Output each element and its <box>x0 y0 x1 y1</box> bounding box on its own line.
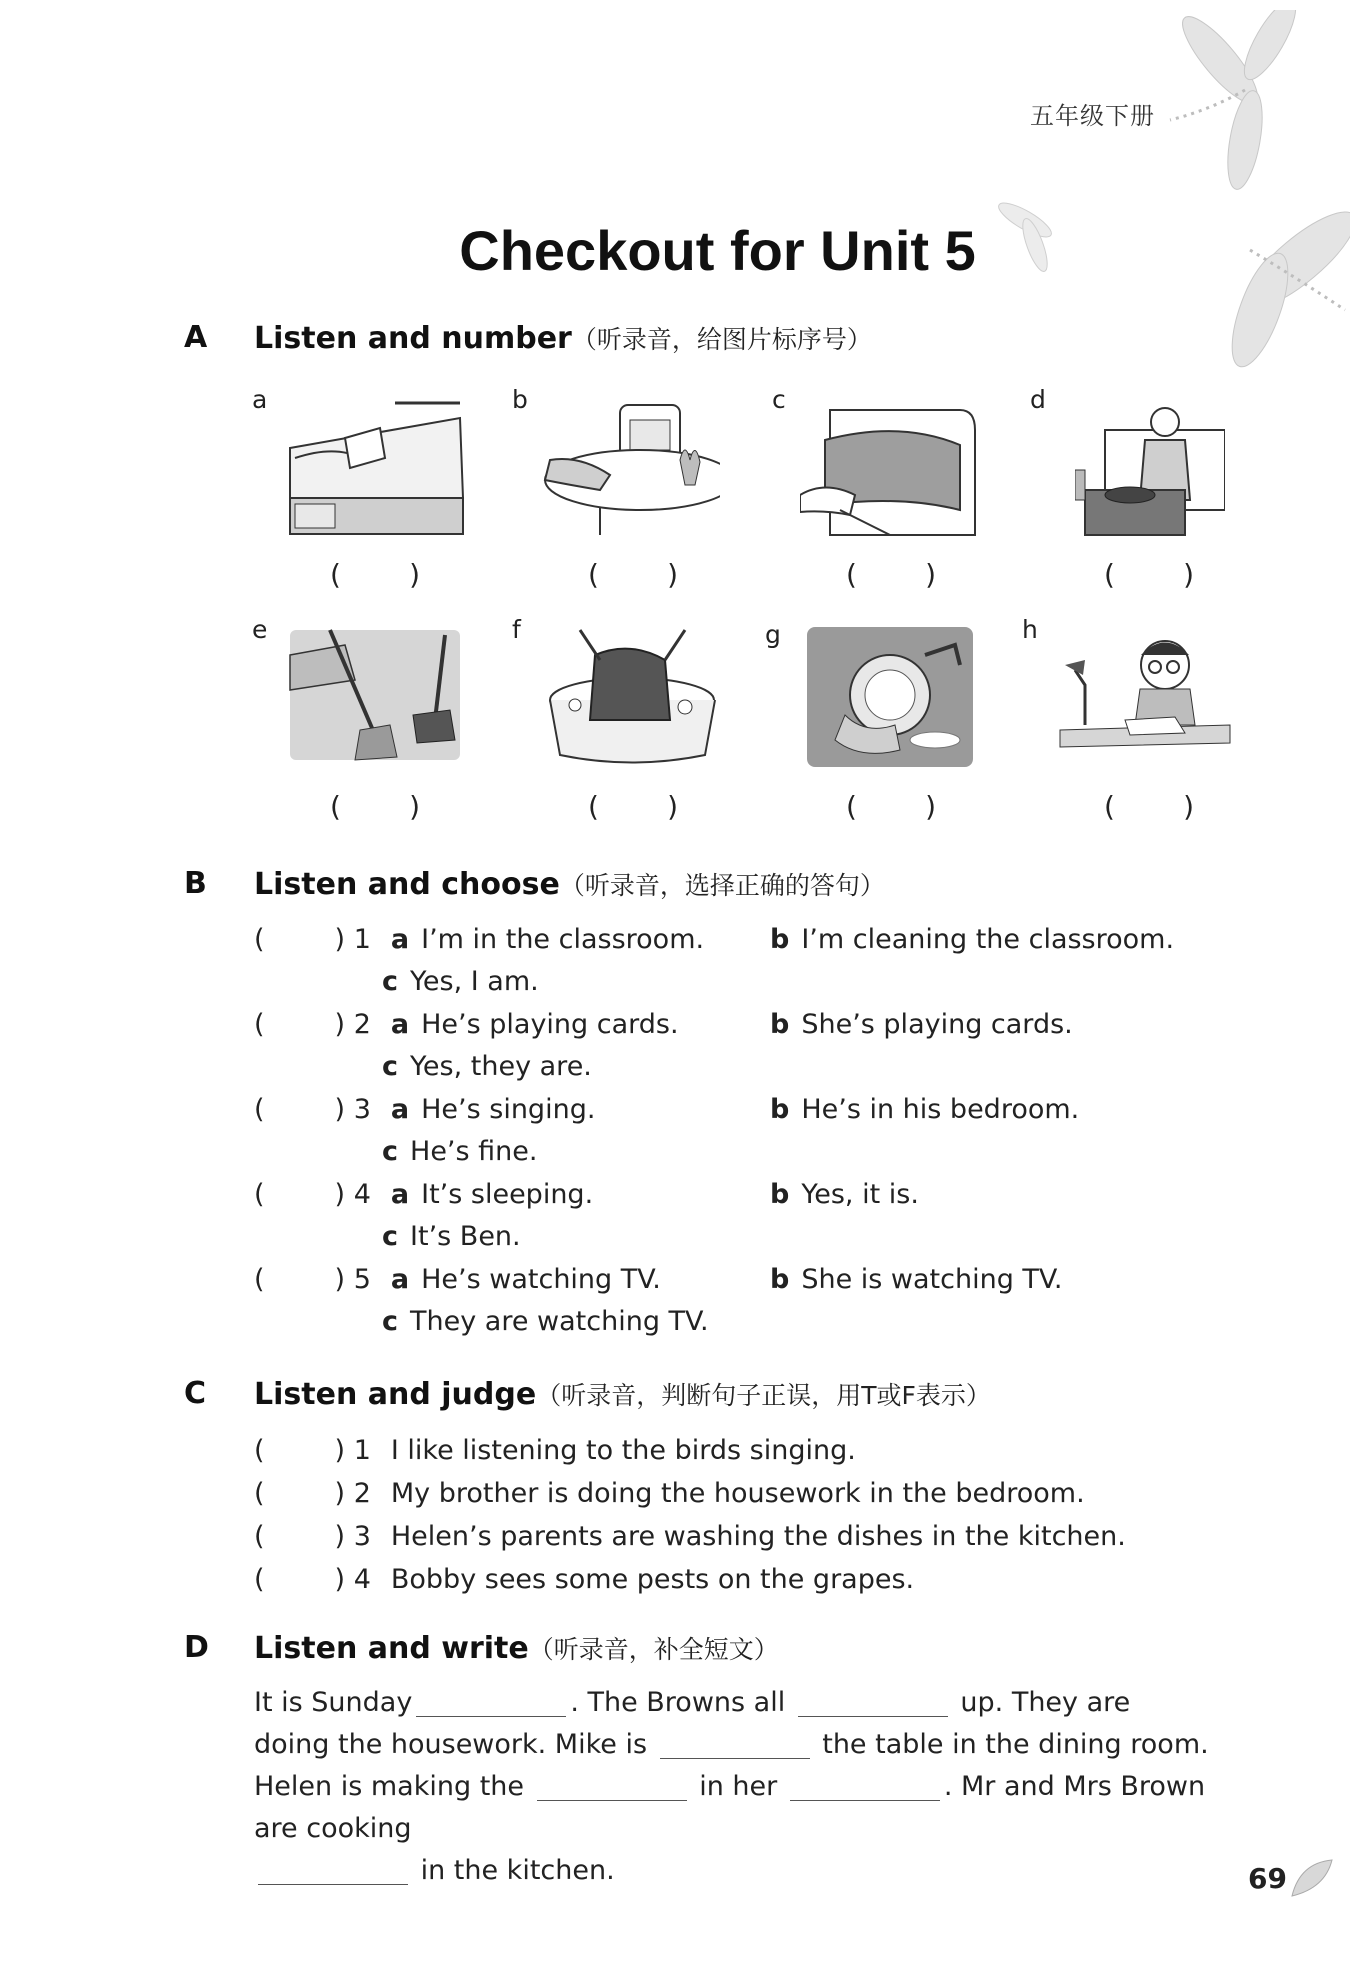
picture-letter-a: a <box>252 385 268 414</box>
choose-item-5-option-c <box>382 1306 709 1337</box>
option-letter-b: b <box>770 1264 790 1295</box>
option-letter-b: b <box>770 1094 790 1125</box>
choose-item-4 <box>254 1179 593 1210</box>
answer-paren[interactable]: ) <box>334 924 346 955</box>
answer-paren-c[interactable]: ( ) <box>846 558 936 591</box>
passage-text-1: It is Sunday <box>254 1687 413 1718</box>
leaf-decoration-icon <box>1290 1858 1335 1898</box>
section-c-letter: C <box>184 1376 207 1411</box>
blank-1[interactable] <box>416 1688 566 1717</box>
choose-item-1-option-b <box>770 924 1174 955</box>
judge-item-4 <box>254 1564 914 1595</box>
blank-3[interactable] <box>660 1730 810 1759</box>
item-number: 1 <box>353 1435 371 1466</box>
picture-letter-f: f <box>512 615 521 644</box>
section-d-letter: D <box>184 1630 209 1665</box>
option-b-text: He’s in his bedroom. <box>801 1094 1080 1125</box>
option-c-text: Yes, they are. <box>410 1051 592 1082</box>
item-number: 2 <box>353 1478 371 1509</box>
picture-making-bed <box>800 400 980 538</box>
answer-paren[interactable]: ( <box>254 924 265 955</box>
option-a-text: It’s sleeping. <box>421 1179 594 1210</box>
page-title: Checkout for Unit 5 <box>459 219 976 282</box>
answer-paren[interactable]: ( <box>254 1264 265 1295</box>
section-c-note: （听录音，判断句子正误，用T或F表示） <box>536 1381 991 1410</box>
option-a-text: I’m in the classroom. <box>421 924 705 955</box>
judge-sentence: Bobby sees some pests on the grapes. <box>390 1564 915 1595</box>
passage-text-6: . Mr and Mrs Brown are cooking <box>254 1771 1206 1844</box>
picture-letter-h: h <box>1022 615 1038 644</box>
option-letter-a: a <box>390 1179 410 1210</box>
option-letter-a: a <box>390 1264 410 1295</box>
section-a-title <box>254 320 872 356</box>
option-letter-c: c <box>382 966 399 997</box>
answer-paren-e[interactable]: ( ) <box>330 790 420 823</box>
item-number: 3 <box>353 1094 371 1125</box>
blank-4[interactable] <box>537 1772 687 1801</box>
answer-paren[interactable]: ( <box>254 1521 265 1552</box>
option-letter-c: c <box>382 1136 399 1167</box>
section-b-title-text: Listen and choose <box>254 867 560 902</box>
choose-item-3 <box>254 1094 595 1125</box>
section-d-note: （听录音，补全短文） <box>528 1635 779 1664</box>
option-a-text: He’s playing cards. <box>421 1009 679 1040</box>
choose-item-3-option-c <box>382 1136 537 1167</box>
section-d-title-text: Listen and write <box>254 1631 529 1666</box>
answer-paren-b[interactable]: ( ) <box>588 558 678 591</box>
answer-paren[interactable]: ( <box>254 1435 265 1466</box>
passage-text-4: the table in the dining room. Helen is making the <box>254 1729 1209 1802</box>
option-a-text: He’s singing. <box>421 1094 596 1125</box>
section-b-title <box>254 866 885 902</box>
answer-paren[interactable]: ( <box>254 1094 265 1125</box>
option-b-text: She is watching TV. <box>801 1264 1063 1295</box>
answer-paren[interactable]: ) <box>334 1478 346 1509</box>
option-letter-a: a <box>390 1094 410 1125</box>
answer-paren[interactable]: ) <box>334 1564 346 1595</box>
choose-item-4-option-c <box>382 1221 521 1252</box>
item-number: 1 <box>353 924 371 955</box>
grade-label: 五年级下册 <box>1030 102 1155 130</box>
choose-item-3-option-b <box>770 1094 1079 1125</box>
passage-text-2: . The Browns all <box>570 1687 786 1718</box>
section-d-passage <box>254 1682 1214 1892</box>
answer-paren-h[interactable]: ( ) <box>1104 790 1194 823</box>
item-number: 4 <box>353 1564 371 1595</box>
choose-item-1 <box>254 924 704 955</box>
judge-item-1 <box>254 1435 856 1466</box>
section-a-letter: A <box>184 320 208 355</box>
picture-letter-d: d <box>1030 385 1046 414</box>
judge-sentence: Helen’s parents are washing the dishes in the kitchen. <box>390 1521 1126 1552</box>
judge-item-3 <box>254 1521 1126 1552</box>
choose-item-2-option-b <box>770 1009 1073 1040</box>
option-a-text: He’s watching TV. <box>421 1264 661 1295</box>
picture-washing-dishes <box>805 625 975 770</box>
option-b-text: She’s playing cards. <box>801 1009 1073 1040</box>
answer-paren[interactable]: ( <box>254 1478 265 1509</box>
blank-2[interactable] <box>798 1688 948 1717</box>
answer-paren[interactable]: ) <box>334 1094 346 1125</box>
option-letter-c: c <box>382 1306 399 1337</box>
section-c-title-text: Listen and judge <box>254 1377 537 1412</box>
choose-item-5 <box>254 1264 661 1295</box>
passage-text-3: up. They are doing the housework. Mike is <box>254 1687 1131 1760</box>
answer-paren-g[interactable]: ( ) <box>846 790 936 823</box>
answer-paren[interactable]: ( <box>254 1179 265 1210</box>
answer-paren[interactable]: ) <box>334 1179 346 1210</box>
blank-5[interactable] <box>790 1772 940 1801</box>
option-letter-b: b <box>770 1009 790 1040</box>
option-letter-b: b <box>770 924 790 955</box>
answer-paren-a[interactable]: ( ) <box>330 558 420 591</box>
section-b-letter: B <box>184 866 207 901</box>
picture-cooking <box>1075 400 1225 538</box>
section-a-note: （听录音，给图片标序号） <box>571 325 872 354</box>
option-letter-c: c <box>382 1221 399 1252</box>
answer-paren-d[interactable]: ( ) <box>1104 558 1194 591</box>
answer-paren[interactable]: ) <box>334 1435 346 1466</box>
picture-cleaning-car-window <box>285 398 465 538</box>
answer-paren[interactable]: ) <box>334 1264 346 1295</box>
answer-paren[interactable]: ( <box>254 1009 265 1040</box>
picture-sweeping-floor <box>285 625 465 765</box>
passage-text-7: in the kitchen. <box>420 1855 615 1886</box>
option-b-text: I’m cleaning the classroom. <box>801 924 1175 955</box>
item-number: 4 <box>353 1179 371 1210</box>
blank-6[interactable] <box>258 1856 408 1885</box>
item-number: 3 <box>353 1521 371 1552</box>
choose-item-1-option-c <box>382 966 539 997</box>
choose-item-5-option-b <box>770 1264 1063 1295</box>
option-c-text: Yes, I am. <box>410 966 539 997</box>
option-c-text: It’s Ben. <box>410 1221 521 1252</box>
option-letter-a: a <box>390 1009 410 1040</box>
picture-letter-g: g <box>765 620 781 649</box>
option-letter-c: c <box>382 1051 399 1082</box>
judge-sentence: My brother is doing the housework in the bedroom. <box>390 1478 1085 1509</box>
picture-letter-c: c <box>772 385 786 414</box>
dragonfly-decoration-top-icon <box>1150 10 1350 370</box>
answer-paren[interactable]: ( <box>254 1564 265 1595</box>
section-b-note: （听录音，选择正确的答句） <box>559 871 885 900</box>
section-c-title <box>254 1376 991 1412</box>
choose-item-2 <box>254 1009 679 1040</box>
item-number: 5 <box>353 1264 371 1295</box>
section-d-title <box>254 1630 779 1666</box>
page-number: 69 <box>1248 1862 1287 1895</box>
item-number: 2 <box>353 1009 371 1040</box>
picture-reading-book <box>1055 625 1235 765</box>
section-a-title-text: Listen and number <box>254 321 572 356</box>
option-c-text: They are watching TV. <box>410 1306 709 1337</box>
option-letter-a: a <box>390 924 410 955</box>
answer-paren[interactable]: ) <box>334 1521 346 1552</box>
picture-letter-e: e <box>252 615 268 644</box>
option-letter-b: b <box>770 1179 790 1210</box>
answer-paren-f[interactable]: ( ) <box>588 790 678 823</box>
choose-item-2-option-c <box>382 1051 592 1082</box>
answer-paren[interactable]: ) <box>334 1009 346 1040</box>
picture-letter-b: b <box>512 385 528 414</box>
choose-item-4-option-b <box>770 1179 919 1210</box>
picture-washing-clothes <box>545 625 720 765</box>
option-c-text: He’s fine. <box>410 1136 538 1167</box>
picture-cleaning-table <box>540 400 720 538</box>
judge-sentence: I like listening to the birds singing. <box>390 1435 856 1466</box>
passage-text-5: in her <box>699 1771 778 1802</box>
option-b-text: Yes, it is. <box>801 1179 919 1210</box>
judge-item-2 <box>254 1478 1085 1509</box>
